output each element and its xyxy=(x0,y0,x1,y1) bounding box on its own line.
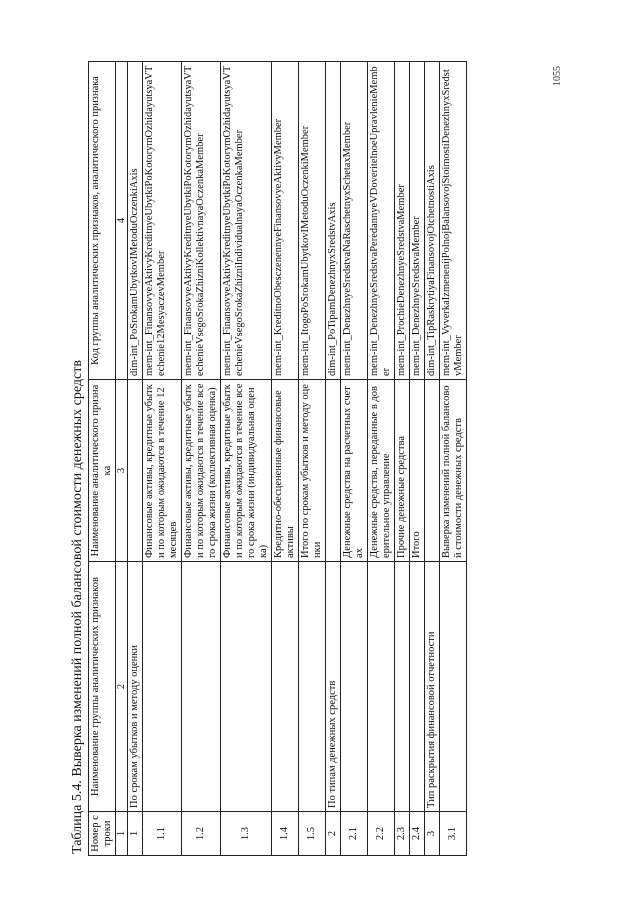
attribute-name-cell: Финансовые активы, кредитные убытки по которым ожидаются в течение всего срока жизни (индивидуальная оценка) xyxy=(221,380,272,562)
row-number-cell: 2.2 xyxy=(368,812,395,856)
attribute-name-cell xyxy=(128,380,143,562)
table-row xyxy=(425,62,440,856)
group-name-cell: Тип раскрытия финансовой отчетности xyxy=(425,562,440,812)
table-row xyxy=(182,62,221,856)
row-number-cell: 3.1 xyxy=(440,812,467,856)
attribute-name-cell: Итого по срокам убытков и методу оценки xyxy=(299,380,326,562)
header-row xyxy=(89,62,116,856)
table-body xyxy=(128,62,467,856)
header-index-cell: 3 xyxy=(116,380,128,562)
group-name-cell xyxy=(272,562,299,812)
row-number-cell: 2.1 xyxy=(341,812,368,856)
group-name-cell xyxy=(440,562,467,812)
group-name-cell xyxy=(410,562,425,812)
table-row xyxy=(341,62,368,856)
code-cell: mem-int_FinansovyeAktivyKreditnyeUbytkiPoKotorymOzhidayutsyaVTechenie12MesyaczevMember xyxy=(143,62,182,380)
code-cell: mem-int_KreditnoObesczenennyeFinansovyeAktivyMember xyxy=(272,62,299,380)
row-number-cell: 1.1 xyxy=(143,812,182,856)
header-index-cell: 4 xyxy=(116,62,128,380)
header-attribute-name: Наименование аналитического признака xyxy=(89,380,116,562)
header-row-number: Номер строки xyxy=(89,812,116,856)
group-name-cell xyxy=(395,562,410,812)
table-caption: Таблица 5.4. Выверка изменений полной балансовой стоимости денежных средств xyxy=(70,360,85,854)
attribute-name-cell: Денежные средства, переданные в доверительное управление xyxy=(368,380,395,562)
table-row xyxy=(143,62,182,856)
header-group-name: Наименование группы аналитических признаков xyxy=(89,562,116,812)
page-number: 1055 xyxy=(552,66,563,86)
code-cell: mem-int_FinansovyeAktivyKreditnyeUbytkiPoKotorymOzhidayutsyaVTechenieVsegoSrokaZhizniIndividualnayaOczenkaMember xyxy=(221,62,272,380)
row-number-cell: 3 xyxy=(425,812,440,856)
group-name-cell: По срокам убытков и методу оценки xyxy=(128,562,143,812)
attribute-name-cell: Финансовые активы, кредитные убытки по которым ожидаются в течение всего срока жизни (коллективная оценка) xyxy=(182,380,221,562)
table-row xyxy=(299,62,326,856)
table-row xyxy=(128,62,143,856)
attribute-name-cell: Финансовые активы, кредитные убытки по которым ожидаются в течение 12 месяцев xyxy=(143,380,182,562)
code-cell: mem-int_FinansovyeAktivyKreditnyeUbytkiPoKotorymOzhidayutsyaVTechenieVsegoSrokaZhizniKollektivnayaOczenkaMember xyxy=(182,62,221,380)
table-row xyxy=(272,62,299,856)
header-code: Код группы аналитических признаков, аналитического признака xyxy=(89,62,116,380)
header-index-cell: 1 xyxy=(116,812,128,856)
table-row xyxy=(368,62,395,856)
data-table xyxy=(88,61,467,856)
code-cell: mem-int_DenezhnyeSredstvaNaRaschetnyxSchetaxMember xyxy=(341,62,368,380)
row-number-cell: 1 xyxy=(128,812,143,856)
attribute-name-cell: Итого xyxy=(410,380,425,562)
row-number-cell: 1.5 xyxy=(299,812,326,856)
group-name-cell xyxy=(221,562,272,812)
table-row xyxy=(395,62,410,856)
table-row xyxy=(440,62,467,856)
code-cell: mem-int_VyverkaIzmenenijPolnojBalansovojStoimostiDenezhnyxSredstvMember xyxy=(440,62,467,380)
table-row xyxy=(410,62,425,856)
code-cell: dim-int_PoSrokamUbytkovIMetoduOczenkiAxis xyxy=(128,62,143,380)
code-cell: mem-int_DenezhnyeSredstvaPeredannyeVDoveritelnoeUpravlenieMember xyxy=(368,62,395,380)
attribute-name-cell xyxy=(425,380,440,562)
code-cell: mem-int_ProchieDenezhnyeSredstvaMember xyxy=(395,62,410,380)
group-name-cell xyxy=(143,562,182,812)
group-name-cell: По типам денежных средств xyxy=(326,562,341,812)
code-cell: dim-int_TipRaskrytiyaFinansovojOtchetnostiAxis xyxy=(425,62,440,380)
row-number-cell: 2 xyxy=(326,812,341,856)
header-index-cell: 2 xyxy=(116,562,128,812)
row-number-cell: 1.3 xyxy=(221,812,272,856)
attribute-name-cell: Денежные средства на расчетных счетах xyxy=(341,380,368,562)
table-row xyxy=(326,62,341,856)
code-cell: mem-int_DenezhnyeSredstvaMember xyxy=(410,62,425,380)
code-cell: dim-int_PoTipamDenezhnyxSredstvAxis xyxy=(326,62,341,380)
attribute-name-cell: Выверка изменений полной балансовой стоимости денежных средств xyxy=(440,380,467,562)
rotated-page xyxy=(60,42,580,862)
header-index-row xyxy=(116,62,128,856)
attribute-name-cell: Прочие денежные средства xyxy=(395,380,410,562)
row-number-cell: 2.3 xyxy=(395,812,410,856)
group-name-cell xyxy=(368,562,395,812)
group-name-cell xyxy=(299,562,326,812)
code-cell: mem-int_ItogoPoSrokamUbytkovIMetoduOczenkiMember xyxy=(299,62,326,380)
table-row xyxy=(221,62,272,856)
row-number-cell: 1.4 xyxy=(272,812,299,856)
group-name-cell xyxy=(341,562,368,812)
attribute-name-cell: Кредитно-обесцененные финансовые активы xyxy=(272,380,299,562)
row-number-cell: 1.2 xyxy=(182,812,221,856)
row-number-cell: 2.4 xyxy=(410,812,425,856)
group-name-cell xyxy=(182,562,221,812)
attribute-name-cell xyxy=(326,380,341,562)
